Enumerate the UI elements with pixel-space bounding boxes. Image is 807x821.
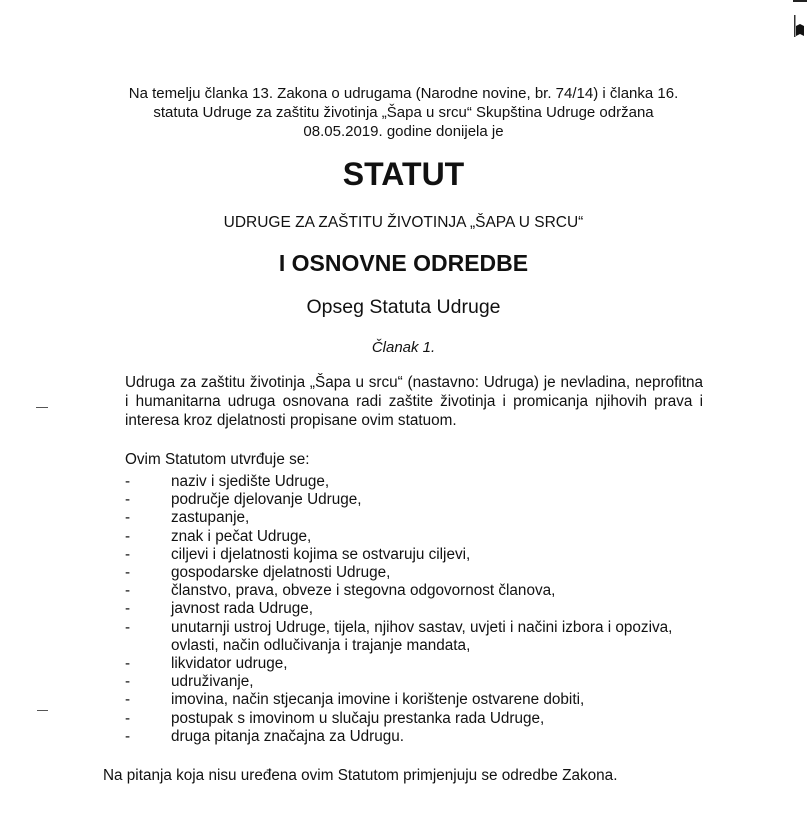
list-dash: - <box>125 473 131 490</box>
list-dash: - <box>125 491 131 509</box>
preamble-line: Na temelju članka 13. Zakona o udrugama (Narodne novine, br. 74/14) i članka 16. <box>128 85 679 102</box>
section-heading: I OSNOVNE ODREDBE <box>278 250 529 276</box>
list-item-text: gospodarske djelatnosti Udruge, <box>171 564 391 582</box>
list-dash: - <box>125 600 131 618</box>
list-dash: - <box>125 509 131 527</box>
list-dash: - <box>125 709 131 727</box>
list-item <box>125 673 685 691</box>
list-item <box>125 691 685 709</box>
list-item-text: znak i pečat Udruge, <box>171 527 312 545</box>
list-item <box>125 582 685 600</box>
list-item-text: udruživanje, <box>171 673 254 691</box>
list-dash: - <box>125 545 131 563</box>
list-dash: - <box>125 527 131 545</box>
provisions-list <box>125 473 685 746</box>
list-item-text: likvidator udruge, <box>171 655 288 673</box>
list-dash: - <box>125 655 131 673</box>
list-item <box>125 710 685 728</box>
article-label: Članak 1. <box>371 339 436 356</box>
list-dash: - <box>125 564 131 582</box>
list-lead: Ovim Statutom utvrđuje se: <box>125 451 310 468</box>
list-item-text: članstvo, prava, obveze i stegovna odgovornost članova, <box>171 582 556 600</box>
list-item <box>125 619 685 655</box>
subsection-heading: Opseg Statuta Udruge <box>306 296 501 318</box>
list-item-text: unutarnji ustroj Udruge, tijela, njihov sastav, uvjeti i načini izbora i opoziva, ovlasti, način odlučivanja i trajanje mandata, <box>171 618 673 654</box>
preamble <box>0 84 807 141</box>
list-item-text: imovina, način stjecanja imovine i korištenje ostvarene dobiti, <box>171 691 585 709</box>
preamble-line: statuta Udruge za zaštitu životinja „Šapa u srcu“ Skupština Udruge održana <box>153 104 654 121</box>
list-dash: - <box>125 691 131 709</box>
list-item-text: zastupanje, <box>171 509 250 527</box>
article-paragraph: Udruga za zaštitu životinja „Šapa u srcu“ (nastavno: Udruga) je nevladina, neprofitna i humanitarna udruga osnovana radi zaštite životinja i promicanja njihovih prava i interesa kroz djelatnosti propisane ovim statuom. <box>125 374 703 429</box>
list-item-text: područje djelovanje Udruge, <box>171 491 362 509</box>
scan-margin-mark <box>37 710 48 711</box>
document-subtitle: UDRUGE ZA ZAŠTITU ŽIVOTINJA „ŠAPA U SRCU“ <box>223 214 584 231</box>
list-item-text: javnost rada Udruge, <box>171 600 314 618</box>
preamble-line: 08.05.2019. godine donijela je <box>303 123 504 140</box>
list-dash: - <box>125 727 131 745</box>
list-item-text: druga pitanja značajna za Udrugu. <box>171 727 405 745</box>
document-title: STATUT <box>342 156 465 192</box>
list-item <box>125 600 685 618</box>
closing-paragraph: Na pitanja koja nisu uređena ovim Statutom primjenjuju se odredbe Zakona. <box>103 767 618 784</box>
list-item-text: naziv i sjedište Udruge, <box>171 473 330 490</box>
list-item <box>125 491 685 509</box>
list-item-text: ciljevi i djelatnosti kojima se ostvaruju ciljevi, <box>171 545 471 563</box>
list-item <box>125 655 685 673</box>
list-item <box>125 509 685 527</box>
list-dash: - <box>125 582 131 600</box>
list-dash: - <box>125 673 131 691</box>
list-item <box>125 473 685 491</box>
list-dash: - <box>125 618 131 636</box>
list-item <box>125 528 685 546</box>
scan-edge-mark <box>793 0 807 38</box>
list-item <box>125 564 685 582</box>
list-item-text: postupak s imovinom u slučaju prestanka rada Udruge, <box>171 709 545 727</box>
scan-margin-mark <box>36 407 48 408</box>
list-item <box>125 546 685 564</box>
list-item <box>125 728 685 746</box>
